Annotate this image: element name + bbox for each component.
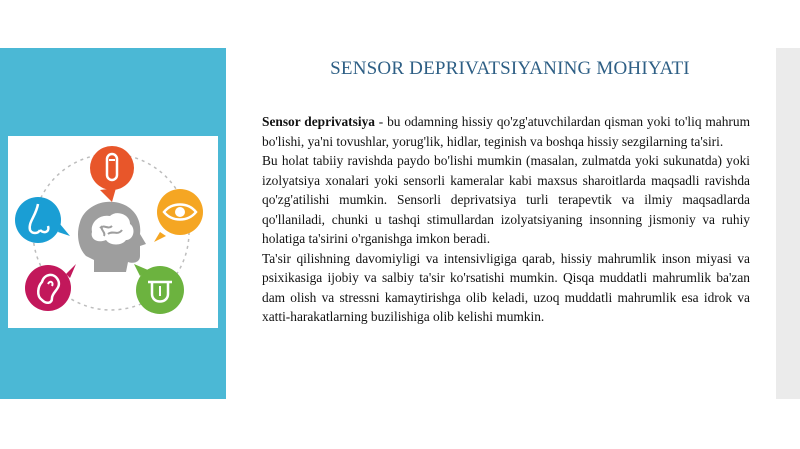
slide-body (262, 112, 750, 327)
tongue-icon (134, 264, 184, 314)
right-edge-strip (776, 48, 800, 399)
paragraph-definition (262, 112, 750, 151)
ear-icon (25, 264, 76, 311)
slide-title: SENSOR DEPRIVATSIYANING MOHIYATI (330, 58, 690, 79)
nose-icon (15, 197, 70, 243)
brain-head-icon (78, 202, 146, 272)
paragraph-effects: Ta'sir qilishning davomiyligi va intensivligiga qarab, hissiy mahrumlik inson miyasi va psixikasiga ijobiy va salbiy ta'sir ko'rsatishi mumkin. Qisqa muddatli mahrumlik ba'zan dam olish va stressni kamaytirishga olib keladi, uzoq muddatli mahrumlik esa idrok va xatti-harakatlarning buzilishiga olib kelishi mumkin. (262, 250, 750, 324)
definition-text: - bu odamning hissiy qo'zg'atuvchilardan qisman yoki to'liq mahrum bo'lishi, ya'ni tovushlar, yorug'lik, hidlar, teginish va boshqa hissiy sezgilarning ta'siri. (262, 114, 751, 149)
paragraph-occurrence: Bu holat tabiiy ravishda paydo bo'lishi mumkin (masalan, zulmatda yoki sukunatda) yoki izolyatsiya xonalari yoki sensorli kameralar kabi maxsus sharoitlarda maqsadli ravishda qo'zg'atilishi mumkin. Sensorli deprivatsiya turli terapevtik va ilmiy maqsadlarda qo'llaniladi, chunki u tashqi stimullardan izolyatsiyaning insonning jismoniy va ruhiy holatiga ta'sirini o'rganishga imkon beradi. (262, 153, 750, 246)
term-sensor-deprivation: Sensor deprivatsiya (262, 114, 375, 129)
eye-icon (154, 189, 203, 242)
touch-finger-icon (90, 146, 134, 202)
senses-illustration (8, 136, 218, 328)
senses-diagram (8, 136, 218, 328)
